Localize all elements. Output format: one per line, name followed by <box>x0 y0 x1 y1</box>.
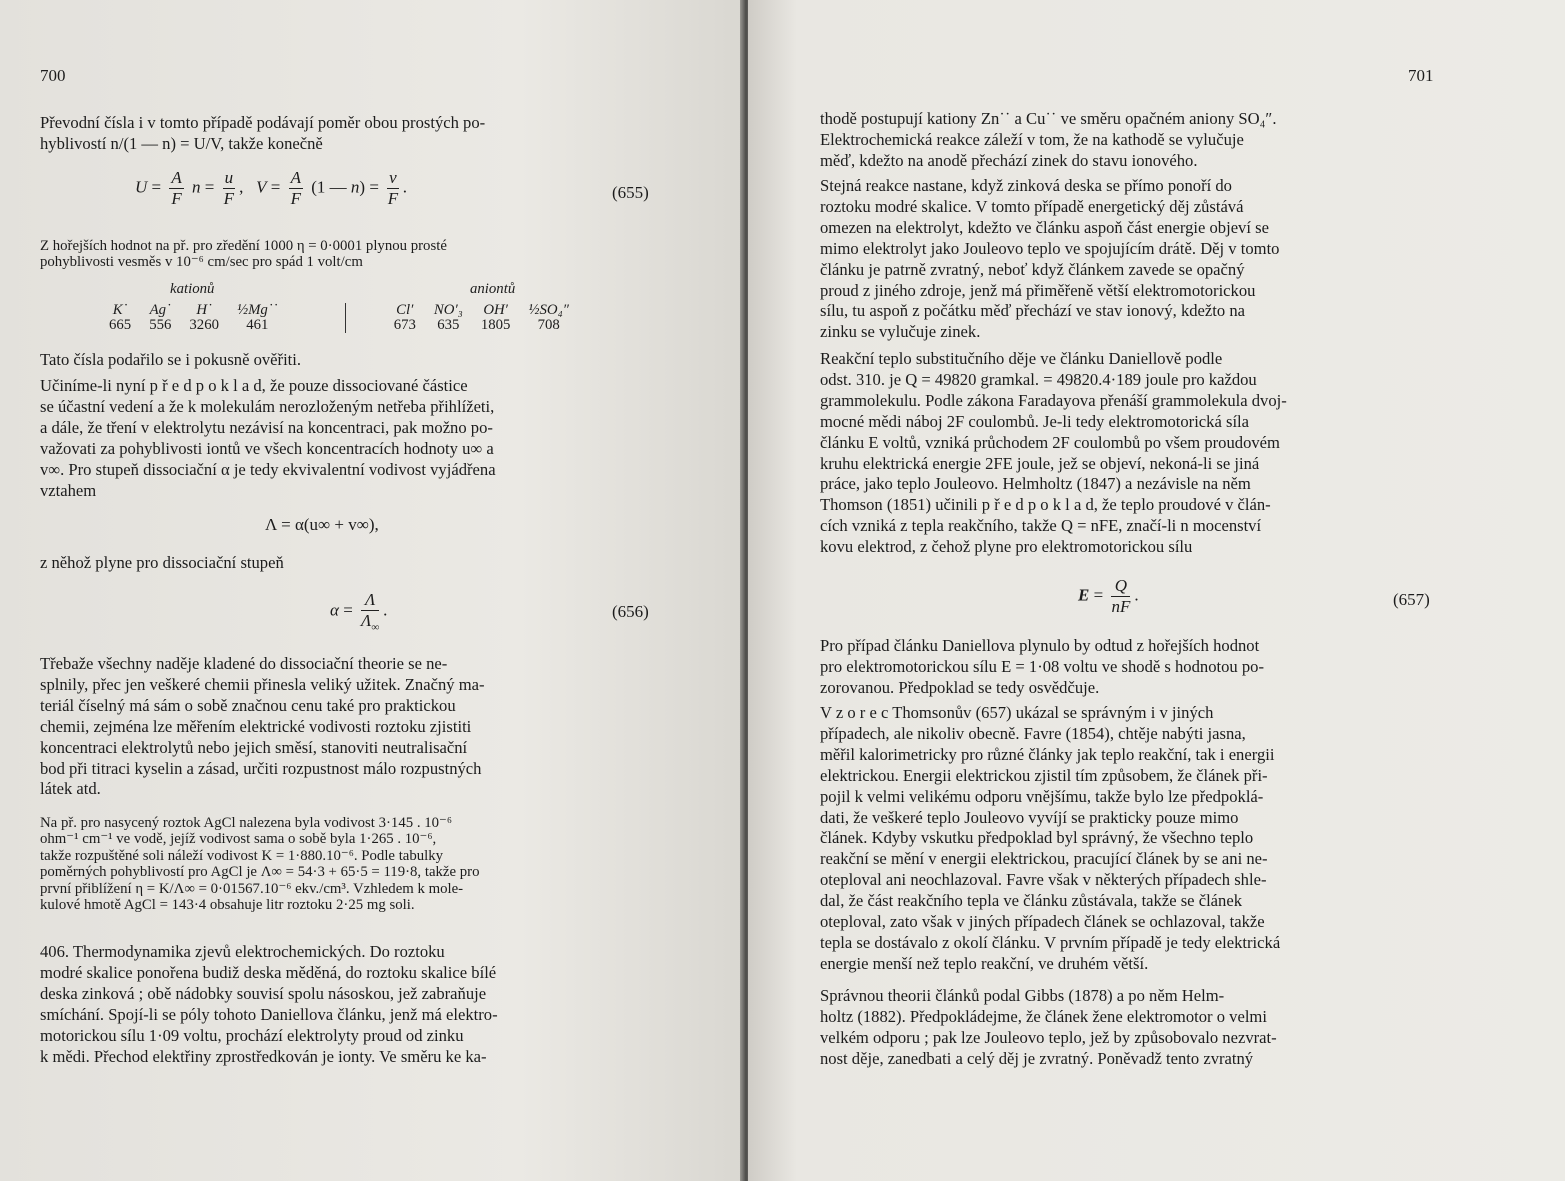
text-line: reakční se mění v energii elektrickou, pracující článek by se ani ne- <box>820 849 1268 869</box>
text-line: bod při titraci kyselin a zásad, určiti rozpustnost málo rozpustných <box>40 758 482 778</box>
text-line: poměrných pohyblivostí pro AgCl je Λ∞ = 54·3 + 65·5 = 119·8, takže pro <box>40 864 480 881</box>
table-cell: H˙ <box>196 302 213 318</box>
text-line: roztoku modré skalice. V tomto případě energetický děj zůstává <box>820 196 1244 216</box>
text-line: Převodní čísla i v tomto případě podávají poměr obou prostých po- <box>40 113 486 132</box>
text-line: ohm⁻¹ cm⁻¹ ve vodě, jejíž vodivost sama o sobě byla 1·265 . 10⁻⁶, <box>40 831 437 848</box>
paragraph <box>820 349 1440 558</box>
text-line: mimo elektrolyt jako Jouleovo teplo ve spojujícím drátě. Děj v tomto <box>820 238 1280 258</box>
table-cell: ½SO₄″ <box>528 302 569 318</box>
text-line: měď, kdežto na anodě přechází zinek do stavu ionového. <box>820 150 1198 170</box>
text-line: látek atd. <box>40 779 101 799</box>
text-line: pojil k velmi velikému odporu vnějšímu, takže bylo lze předpoklá- <box>820 786 1264 806</box>
text-line: Správnou theorii článků podal Gibbs (1878) a po něm Helm- <box>820 986 1225 1005</box>
table-cell: Ag˙ <box>149 302 171 318</box>
table-cell: K˙ <box>112 302 128 318</box>
text-line: první přiblížení η = K/Λ∞ = 0·01567.10⁻⁶ ekv./cm³. Vzhledem k mole- <box>40 880 464 897</box>
text-line: koncentraci elektrolytů nebo jejich směsí, stanoviti neutralisační <box>40 737 468 757</box>
page-number: 700 <box>40 66 66 85</box>
text-line: oteploval, zato však v jiných případech článek se ochlazoval, takže <box>820 912 1265 932</box>
text-line: článku je patrně zvratný, neboť když článkem zavede se opačný <box>820 259 1245 279</box>
text-line: kulové hmotě AgCl = 143·4 obsahuje litr roztoku 2·25 mg soli. <box>40 897 415 914</box>
text-line: práce, jako teplo Jouleovo. Helmholtz (1847) a nezávisle na něm <box>820 474 1251 494</box>
paragraph <box>40 654 665 800</box>
text-line: oteploval ani neochlazoval. Favre však v některých případech shle- <box>820 870 1267 890</box>
paragraph <box>820 176 1440 343</box>
spacer <box>347 318 385 333</box>
table-cell: 673 <box>393 317 416 333</box>
text-line: cích vzniká z tepla reakčního, takže Q = nFE, značí-li n mocenství <box>820 516 1262 536</box>
paragraph <box>820 986 1440 1070</box>
text-line: hyblivostí n/(1 — n) = U/V, takže konečně <box>40 133 323 153</box>
table-row <box>100 303 578 318</box>
equation-lambda: Λ = α(u∞ + v∞), <box>265 515 379 534</box>
text-line: pohyblivosti vesměs v 10⁻⁶ cm/sec pro spád 1 volt/cm <box>40 254 363 271</box>
paragraph <box>40 238 665 271</box>
spacer <box>287 303 346 318</box>
equation-number: (657) <box>1393 590 1430 609</box>
equation-655: U = $\frac{A}{F}$ n = $\frac{u}{F}$ , V = $\frac{A}{F}$ (1 — n) = $\frac{v}{F}$ . <box>135 168 407 208</box>
table-cell: NO′₃ <box>433 302 463 318</box>
table-row <box>100 318 578 333</box>
text-line: vztahem <box>40 480 97 500</box>
text-line: kruhu elektrická energie 2FE joule, jež se objeví, nekoná-li se jiná <box>820 453 1260 473</box>
text-line: motorickou sílu 1·09 voltu, prochází elektrolyty proud od zinku <box>40 1025 464 1045</box>
equation-657: E = $\frac{Q}{nF}$ . <box>1078 576 1139 616</box>
text-line: zinku se vylučuje zinek. <box>820 322 981 342</box>
text-line: se účastní vedení a že k molekulám nerozloženým netřeba přihlížeti, <box>40 396 495 416</box>
text-line: dati, že veškeré teplo Jouleovo vyvíjí se prakticky pouze mimo <box>820 807 1239 827</box>
text-line: omezen na elektrolyt, kdežto ve článku aspoň část energie objeví se <box>820 217 1269 237</box>
text-line: Třebaže všechny naděje kladené do dissociační theorie se ne- <box>40 654 448 673</box>
table-cell: 665 <box>109 317 132 333</box>
left-page <box>0 0 744 1181</box>
table-cell: 635 <box>437 317 460 333</box>
text-line: a dále, že tření v elektrolytu nezávisí na koncentraci, pak možno po- <box>40 417 493 437</box>
text-line: k mědi. Přechod elektřiny zprostředkován je ionty. Ve směru ke ka- <box>40 1046 487 1066</box>
text-line: chemii, zejména lze měřením elektrické vodivosti roztoku zjistiti <box>40 716 472 736</box>
table-cell: OH′ <box>483 302 508 318</box>
page-number: 701 <box>1408 66 1434 85</box>
cation-header: kationů <box>170 281 215 297</box>
text-line: tepla se dostávalo z okolí článku. V prvním případě je tedy elektrická <box>820 932 1281 952</box>
table-cell: 461 <box>246 317 269 333</box>
text-line: grammolekulu. Podle zákona Faradayova přenáší grammolekula dvoj- <box>820 390 1287 410</box>
anion-header: aniontů <box>470 281 516 297</box>
text-line: energie menší než teplo reakční, ve druhém větší. <box>820 953 1149 973</box>
table-cell: 3260 <box>189 317 219 333</box>
text-line: Z hořejších hodnot na př. pro zředění 1000 η = 0·0001 plynou prosté <box>40 238 447 254</box>
paragraph <box>820 109 1440 172</box>
text-line: holtz (1882). Předpokládejme, že článek žene elektromotor o velmi <box>820 1006 1267 1026</box>
text-line: článku E voltů, vzniká průchodem 2F coulombů po všem proudovém <box>820 432 1280 452</box>
paragraph <box>40 376 665 501</box>
text-line: modré skalice ponořena budiž deska měděná, do roztoku skalice bílé <box>40 962 497 982</box>
text-line: proud z jiného zdroje, jenž má přiměřeně větší elektromotorickou <box>820 280 1256 300</box>
table-cell: 556 <box>149 317 172 333</box>
text-line: případech, ale nikoliv obecně. Favre (1854), chtěje nabýti jasna, <box>820 723 1246 743</box>
table-cell: ½Mg˙˙ <box>237 302 278 318</box>
text-line: takže rozpuštěné soli náleží vodivost K = 1·880.10⁻⁶. Podle tabulky <box>40 847 444 864</box>
text-line: Tato čísla podařilo se i pokusně ověřiti. <box>40 350 302 369</box>
text-line: thodě postupují kationy Zn˙˙ a Cu˙˙ ve směru opačném aniony SO₄″. <box>820 109 1277 128</box>
text-line: sílu, tu aspoň z počátku měď přechází ve stav ionový, kdežto na <box>820 301 1245 321</box>
text-line: važovati za pohyblivosti iontů ve všech koncentracích hodnoty u∞ a <box>40 438 494 458</box>
equation-656: α = $\frac{\Lambda}{\Lambda_\infty}$ . <box>330 590 388 634</box>
ion-mobility-table <box>100 303 578 333</box>
paragraph <box>820 703 1440 975</box>
text-line: nost děje, zanedbati a celý děj je zvratný. Poněvadž tento zvratný <box>820 1048 1254 1068</box>
paragraph <box>40 350 665 371</box>
text-line: Thomson (1851) učinili p ř e d p o k l a d, že teplo proudové v člán- <box>820 495 1271 515</box>
right-page <box>748 0 1565 1181</box>
text-line: Pro případ článku Daniellova plynulo by odtud z hořejších hodnot <box>820 636 1260 655</box>
paragraph <box>40 113 665 155</box>
text-line: z něhož plyne pro dissociační stupeň <box>40 553 284 572</box>
text-line: pro elektromotorickou sílu E = 1·08 voltu ve shodě s hodnotou po- <box>820 656 1264 676</box>
table-cell: Cl′ <box>396 302 414 318</box>
text-line: dal, že část reakčního tepla ve článku zůstávala, takže se článek <box>820 891 1242 911</box>
text-line: odst. 310. je Q = 49820 gramkal. = 49820.4·189 joule pro každou <box>820 369 1257 389</box>
paragraph <box>820 636 1440 699</box>
text-line: velkém odporu ; pak lze Jouleovo teplo, jež by způsobovalo nezvrat- <box>820 1027 1277 1047</box>
spacer <box>347 303 385 318</box>
text-line: Elektrochemická reakce záleží v tom, že na kathodě se vylučuje <box>820 129 1244 149</box>
equation-number: (656) <box>612 602 649 621</box>
paragraph <box>40 815 665 913</box>
text-line: smíchání. Spojí-li se póly tohoto Daniellova článku, jenž má elektro- <box>40 1004 498 1024</box>
text-line: mocné mědi náboj 2F coulombů. Je-li tedy elektromotorická síla <box>820 411 1250 431</box>
text-line: článek. Kdyby vskutku předpoklad byl správný, že všechno teplo <box>820 828 1254 848</box>
text-line: v∞. Pro stupeň dissociační α je tedy ekvivalentní vodivost vyjádřena <box>40 459 496 479</box>
table-cell: 1805 <box>480 317 511 333</box>
spacer <box>287 318 346 333</box>
text-line: V z o r e c Thomsonův (657) ukázal se správným i v jiných <box>820 703 1214 722</box>
section-406 <box>40 942 665 1067</box>
text-line: elektrickou. Energii elektrickou zjistil tím způsobem, že článek při- <box>820 765 1268 785</box>
text-line: Učiníme-li nyní p ř e d p o k l a d, že pouze dissociované částice <box>40 376 468 395</box>
text-line: Stejná reakce nastane, když zinková deska se přímo ponoří do <box>820 176 1232 195</box>
text-line: Na př. pro nasycený roztok AgCl nalezena byla vodivost 3·145 . 10⁻⁶ <box>40 815 452 831</box>
text-line: zorovanou. Předpoklad se tedy osvědčuje. <box>820 677 1100 697</box>
text-line: teriál číselný má sám o sobě značnou cenu také pro praktickou <box>40 695 456 715</box>
paragraph <box>40 553 665 574</box>
text-line: měřil kalorimetricky pro různé články jak teplo reakční, tak i energii <box>820 744 1275 764</box>
equation-number: (655) <box>612 183 649 202</box>
text-line: kovu elektrod, z čehož plyne pro elektromotorickou sílu <box>820 537 1193 557</box>
text-line: deska zinková ; obě nádobky souvisí spolu násoskou, jež zabraňuje <box>40 983 487 1003</box>
text-line: 406. Thermodynamika zjevů elektrochemických. Do roztoku <box>40 942 445 961</box>
text-line: splnily, přec jen veškeré chemii přinesla veliký užitek. Značný ma- <box>40 674 485 694</box>
text-line: Reakční teplo substitučního děje ve článku Daniellově podle <box>820 349 1223 368</box>
table-cell: 708 <box>537 317 560 333</box>
